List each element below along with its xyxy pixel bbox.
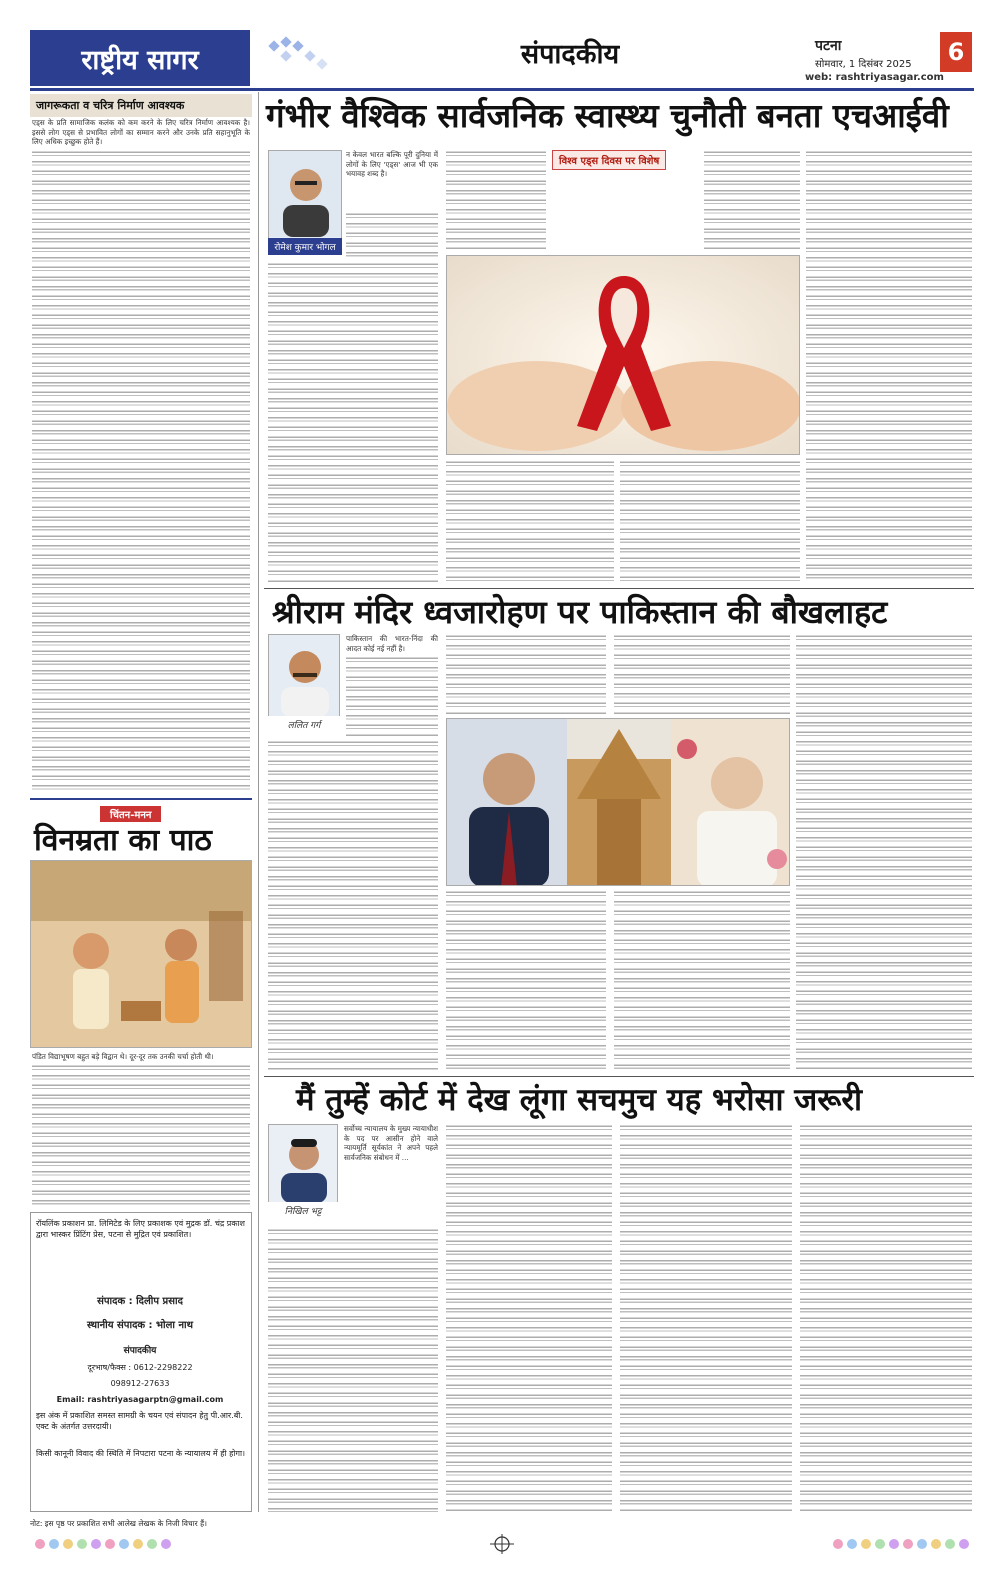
- article1-author: रोमेश कुमार भोगल: [268, 238, 342, 255]
- article2-col3b: [614, 890, 790, 1070]
- article2-col1a: [346, 656, 438, 736]
- imprint-editor: संपादक : दिलीप प्रसाद: [97, 1296, 183, 1307]
- article2-col3a: [614, 634, 790, 714]
- author-portrait-icon: [269, 1125, 338, 1203]
- article3-col4: [800, 1124, 972, 1512]
- imprint-office-label: संपादकीय: [123, 1346, 157, 1356]
- imprint-email[interactable]: Email: rashtriyasagarptn@gmail.com: [56, 1395, 224, 1404]
- article2-col2b: [446, 890, 606, 1070]
- red-ribbon-hands-icon: [447, 256, 800, 455]
- article1-col3b: [620, 460, 800, 582]
- newspaper-brand: राष्ट्रीय सागर: [30, 30, 250, 86]
- left-column-body: [32, 150, 250, 790]
- divider: [264, 588, 974, 589]
- article3-author: निखिल भट्ट: [268, 1202, 338, 1219]
- imprint-publisher: रॉयलिंक प्रकाशन प्रा. लिमिटेड के लिए प्रकाशक एवं मुद्रक डॉ. चंद्र प्रकाश द्वारा भास्कर प्रिंटिंग प्रेस, पटना से मुद्रित एवं प्रकाशित।: [36, 1219, 245, 1239]
- article2-image: [446, 718, 790, 886]
- divider: [30, 798, 252, 800]
- article1-image: [446, 255, 800, 455]
- chintan-body: [32, 1064, 250, 1208]
- edition-date: सोमवार, 1 दिसंबर 2025: [815, 59, 912, 70]
- article1-badge: विश्व एड्स दिवस पर विशेष: [552, 150, 666, 170]
- article2-col2a: [446, 634, 606, 714]
- footer-decoration: [30, 1534, 974, 1554]
- article1-col4: [806, 150, 972, 582]
- imprint-note-1: इस अंक में प्रकाशित समस्त सामग्री के चयन एवं संपादन हेतु पी.आर.बी. एक्ट के अंतर्गत उत्तरदायी।: [36, 1411, 243, 1431]
- imprint-note-2: किसी कानूनी विवाद की स्थिति में निपटारा पटना के न्यायालय में ही होगा।: [36, 1449, 246, 1458]
- divider: [264, 1076, 974, 1077]
- footer-note: नोट: इस पृष्ठ पर प्रकाशित सभी आलेख लेखक के निजी विचार हैं।: [30, 1519, 207, 1528]
- article3-headline: मैं तुम्हें कोर्ट में देख लूंगा सचमुच यह भरोसा जरूरी: [296, 1082, 863, 1118]
- article3-col3: [620, 1124, 792, 1512]
- left-column-intro: एड्स के प्रति सामाजिक कलंक को कम करने के लिए चरित्र निर्माण आवश्यक है। इससे लोग एड्स से प्रभावित लोगों का सम्मान करने और उनके प्रति सहानुभूति के लिए अधिक इच्छुक होते हैं।: [32, 118, 250, 147]
- column-divider: [258, 92, 259, 1512]
- article1-col2a: [446, 150, 546, 250]
- chintan-intro: पंडित विद्याभूषण बहुत बड़े विद्वान थे। दूर-दूर तक उनकी चर्चा होती थी।: [32, 1052, 214, 1061]
- chintan-label: चिंतन-मनन: [100, 806, 161, 822]
- section-title: संपादकीय: [520, 39, 620, 70]
- article2-lead: पाकिस्तान की भारत-निंदा की आदत कोई नई नहीं है।: [346, 634, 438, 653]
- article3-col2: [446, 1124, 612, 1512]
- article1-headline: गंभीर वैश्विक सार्वजनिक स्वास्थ्य चुनौती बनता एचआईवी: [266, 96, 949, 135]
- author-portrait-icon: [269, 151, 342, 237]
- website-link[interactable]: web: rashtriyasagar.com: [805, 72, 944, 83]
- scholar-illustration-icon: [31, 861, 252, 1048]
- page-number: 6: [940, 32, 972, 72]
- header-rule: [30, 88, 974, 91]
- article1-col1b: [268, 262, 438, 582]
- article1-lead: न केवल भारत बल्कि पूरी दुनिया में लोगों के लिए 'एड्स' आज भी एक भयावह शब्द है।: [346, 150, 438, 179]
- article2-col1b: [268, 740, 438, 1070]
- article1-author-photo: [268, 150, 342, 250]
- chintan-title: विनम्रता का पाठ: [34, 823, 212, 858]
- leaders-temple-collage-icon: [447, 719, 790, 886]
- imprint-mobile: 098912-27633: [110, 1379, 170, 1388]
- article3-lead: सर्वोच्च न्यायालय के मुख्य न्यायाधीश के पद पर आसीन होने वाले न्यायमूर्ति सूर्यकांत ने अपने पहले सार्वजनिक संबोधन में ...: [344, 1124, 438, 1162]
- illustration-image: [30, 860, 252, 1048]
- imprint-local-editor: स्थानीय संपादक : भोला नाथ: [86, 1320, 194, 1331]
- article1-col2b: [446, 460, 614, 582]
- decorative-diamonds-icon: [270, 38, 345, 78]
- article2-headline: श्रीराम मंदिर ध्वजारोहण पर पाकिस्तान की बौखलाहट: [272, 593, 888, 631]
- color-dots-icon: [30, 1534, 974, 1554]
- left-column-heading: जागरूकता व चरित्र निर्माण आवश्यक: [30, 94, 252, 117]
- article2-col4: [796, 634, 972, 1070]
- imprint-phone: दूरभाष/फैक्स : 0612-2298222: [87, 1363, 193, 1372]
- article3-col1: [268, 1228, 438, 1512]
- article1-col3a: [704, 150, 800, 250]
- author-portrait-icon: [269, 635, 340, 717]
- article2-author: ललित गर्ग: [268, 716, 340, 733]
- edition-city: पटना: [815, 38, 842, 54]
- article1-col1a: [346, 212, 438, 260]
